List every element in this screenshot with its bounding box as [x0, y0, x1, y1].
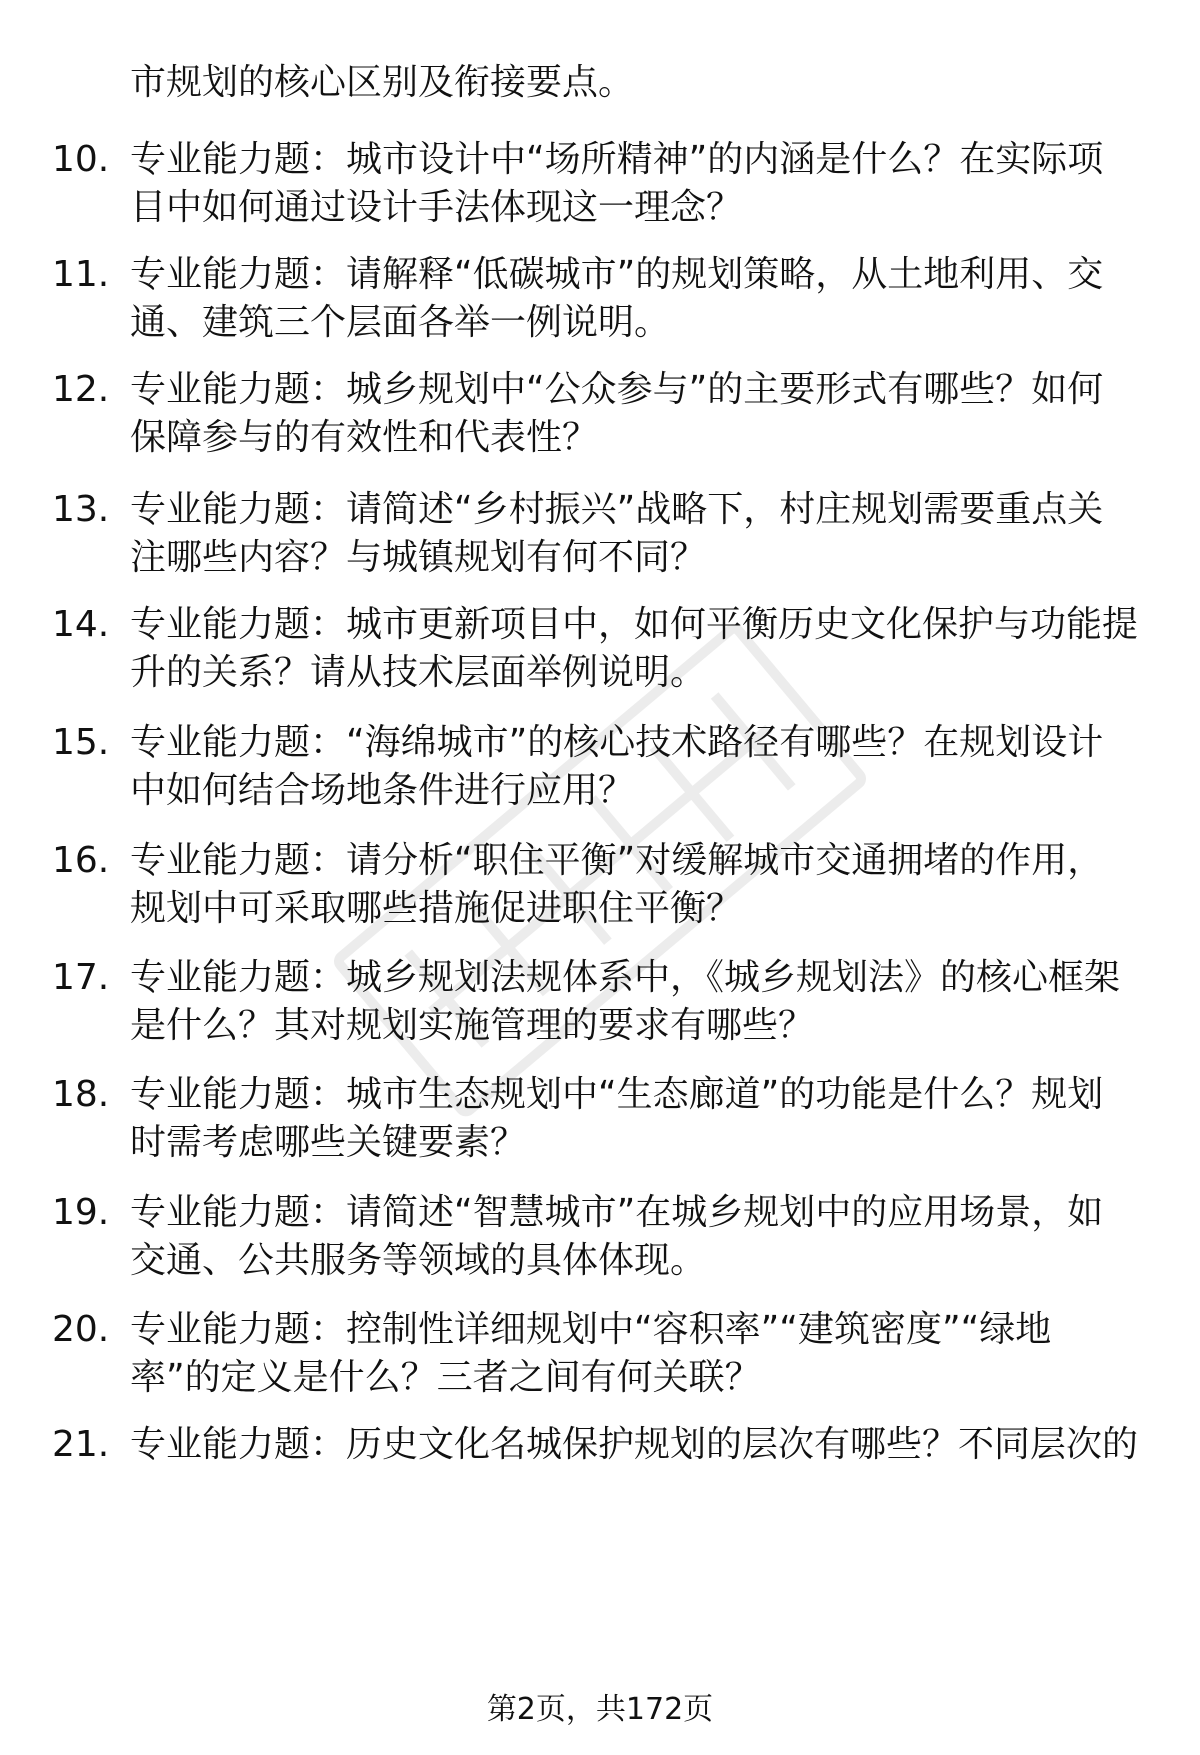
question-number: 11. — [52, 254, 110, 295]
question-text-line: 通、建筑三个层面各举一例说明。 — [130, 302, 671, 343]
question-text-line: 率”的定义是什么？三者之间有何关联？ — [130, 1357, 761, 1398]
question-number: 18. — [52, 1074, 110, 1115]
question-number: 20. — [52, 1309, 110, 1350]
question-text-line: 专业能力题：请解释“低碳城市”的规划策略，从土地利用、交 — [130, 254, 1104, 295]
question-number: 19. — [52, 1192, 110, 1233]
question-number: 13. — [52, 489, 110, 530]
question-text-line: 专业能力题：城乡规划法规体系中，《城乡规划法》的核心框架 — [130, 957, 1121, 998]
question-number: 16. — [52, 840, 110, 881]
question-text-line: 专业能力题：控制性详细规划中“容积率”“建筑密度”“绿地 — [130, 1309, 1052, 1350]
question-text-line: 专业能力题：城乡规划中“公众参与”的主要形式有哪些？如何 — [130, 369, 1104, 410]
question-text-line: 交通、公共服务等领域的具体体现。 — [130, 1240, 707, 1281]
question-text-line: 规划中可采取哪些措施促进职住平衡？ — [130, 888, 743, 929]
question-text-line: 升的关系？请从技术层面举例说明。 — [130, 652, 707, 693]
question-number: 21. — [52, 1424, 110, 1465]
continuation-text: 市规划的核心区别及衔接要点。 — [130, 62, 635, 103]
question-text-line: 专业能力题：请分析“职住平衡”对缓解城市交通拥堵的作用， — [130, 840, 1104, 881]
question-text-line: 时需考虑哪些关键要素？ — [130, 1122, 527, 1163]
question-text-line: 专业能力题：“海绵城市”的核心技术路径有哪些？在规划设计 — [130, 722, 1104, 763]
question-text-line: 注哪些内容？与城镇规划有何不同？ — [130, 537, 707, 578]
page-footer: 第2页，共172页 — [486, 1692, 714, 1727]
question-number: 12. — [52, 369, 110, 410]
question-text-line: 专业能力题：城市生态规划中“生态廊道”的功能是什么？规划 — [130, 1074, 1104, 1115]
question-text-line: 专业能力题：历史文化名城保护规划的层次有哪些？不同层次的 — [130, 1424, 1139, 1465]
question-text-line: 是什么？其对规划实施管理的要求有哪些？ — [130, 1005, 815, 1046]
question-text-line: 保障参与的有效性和代表性？ — [130, 417, 599, 458]
question-number: 17. — [52, 957, 110, 998]
question-number: 14. — [52, 604, 110, 645]
question-text-line: 专业能力题：城市更新项目中，如何平衡历史文化保护与功能提 — [130, 604, 1139, 645]
question-text-line: 专业能力题：请简述“乡村振兴”战略下，村庄规划需要重点关 — [130, 489, 1104, 530]
question-number: 15. — [52, 722, 110, 763]
question-text-line: 专业能力题：城市设计中“场所精神”的内涵是什么？在实际项 — [130, 139, 1104, 180]
question-text-line: 中如何结合场地条件进行应用？ — [130, 770, 635, 811]
question-text-line: 专业能力题：请简述“智慧城市”在城乡规划中的应用场景，如 — [130, 1192, 1104, 1233]
question-text-line: 目中如何通过设计手法体现这一理念？ — [130, 187, 743, 228]
question-number: 10. — [52, 139, 110, 180]
